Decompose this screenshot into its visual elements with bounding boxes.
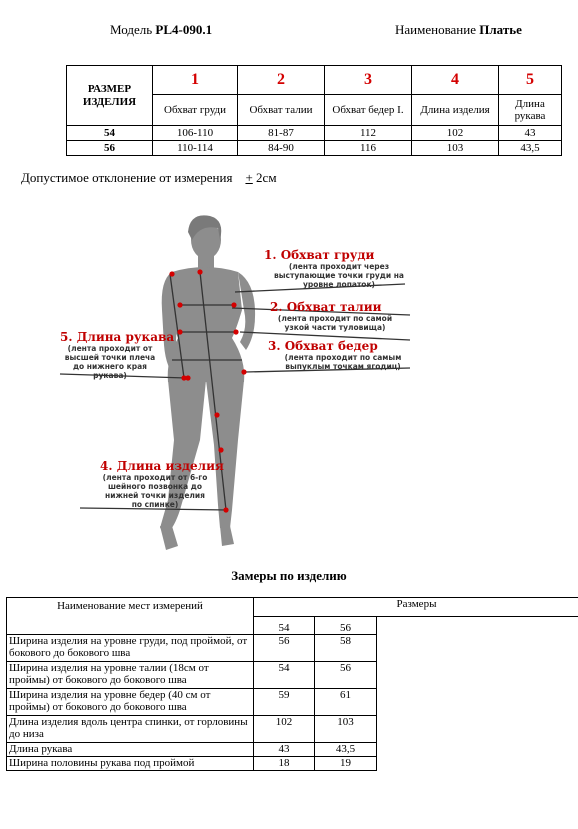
size-col-54: 54 — [254, 616, 315, 635]
table-row: 56 110-114 84-90 116 103 43,5 — [67, 141, 562, 156]
tolerance-text: Допустимое отклонение от измерения — [21, 170, 233, 185]
table-row: Длина изделия вдоль центра спинки, от горловины до низа 102 103 — [7, 716, 578, 743]
table-row: Ширина изделия на уровне талии (18см от проймы) от бокового до бокового шва 54 56 — [7, 662, 578, 689]
size-table-corner: РАЗМЕР ИЗДЕЛИЯ — [67, 66, 153, 126]
callout-chest: 1. Обхват груди (лента проходит через выступающие точки груди на уровне лопаток) — [264, 248, 404, 289]
measurements-title: Замеры по изделию — [231, 568, 347, 583]
tolerance-plus: + — [245, 170, 253, 185]
col-label: Обхват талии — [238, 95, 325, 126]
col-num: 1 — [153, 66, 238, 95]
model-line — [110, 22, 212, 38]
sizes-header: Размеры — [254, 598, 578, 617]
col-num: 5 — [499, 66, 562, 95]
col-label: Обхват бедер I. — [325, 95, 412, 126]
callout-length: 4. Длина изделия (лента проходит от 6-го шейного позвонка до нижней точки изделия по спинке) — [100, 459, 224, 509]
col-num: 2 — [238, 66, 325, 95]
model-label: Модель — [110, 22, 153, 37]
size-col-56: 56 — [315, 616, 377, 635]
name-value: Платье — [479, 22, 522, 37]
col-label: Обхват груди — [153, 95, 238, 126]
table-row: Ширина половины рукава под проймой 18 19 — [7, 757, 578, 771]
table-row: Ширина изделия на уровне бедер (40 см от проймы) от бокового до бокового шва 59 61 — [7, 689, 578, 716]
name-line — [395, 22, 522, 38]
callout-hips: 3. Обхват бедер (лента проходит по самым выпуклым точкам ягодиц) — [268, 339, 402, 371]
col-label: Длина изделия — [412, 95, 499, 126]
name-label: Наименование — [395, 22, 476, 37]
col-num: 3 — [325, 66, 412, 95]
model-value: PL4-090.1 — [155, 22, 213, 37]
table-row: Длина рукава 43 43,5 — [7, 743, 578, 757]
table-row: Ширина изделия на уровне груди, под проймой, от бокового до бокового шва 56 58 — [7, 635, 578, 662]
table-row: 54 106-110 81-87 112 102 43 — [67, 126, 562, 141]
name-header: Наименование мест измерений — [7, 598, 254, 635]
tolerance-note — [21, 170, 277, 186]
measurement-diagram — [50, 210, 530, 555]
size-table — [66, 65, 562, 156]
callout-sleeve: 5. Длина рукава (лента проходит от высшей точки плеча до нижнего края рукава) — [60, 330, 175, 380]
callout-waist: 2. Обхват талии (лента проходит по самой узкой части туловища) — [270, 300, 393, 332]
col-num: 4 — [412, 66, 499, 95]
measurements-table — [6, 597, 578, 771]
tolerance-value: 2см — [252, 170, 277, 185]
col-label: Длина рукава — [499, 95, 562, 126]
